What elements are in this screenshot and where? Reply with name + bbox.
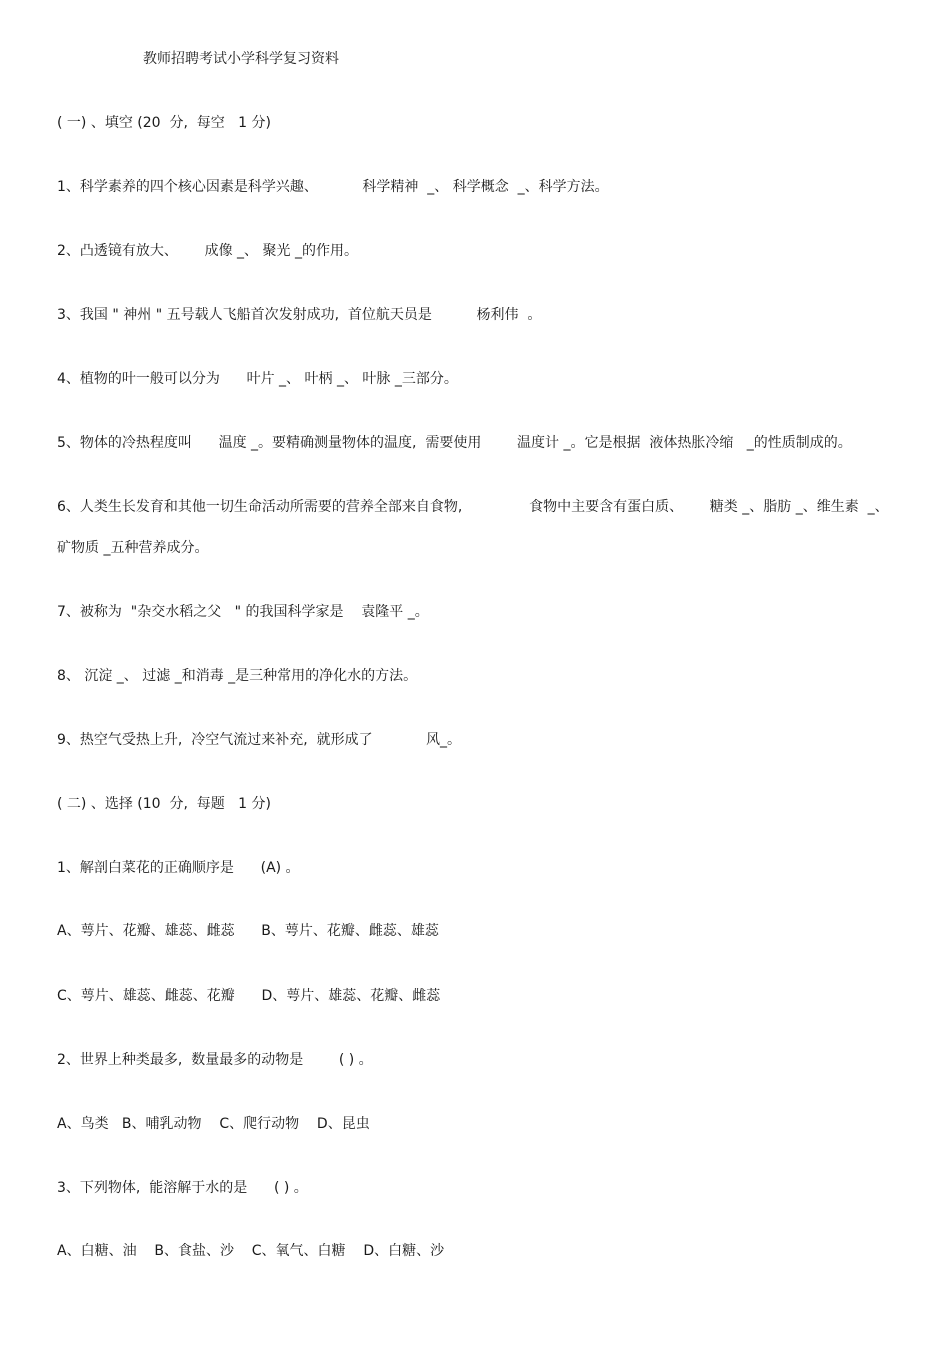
answer-options-line: A、萼片、花瓣、雄蕊、雌蕊 B、萼片、花瓣、雌蕊、雄蕊 — [57, 923, 439, 939]
question-line: 9、热空气受热上升, 冷空气流过来补充, 就形成了 风_。 — [57, 732, 462, 748]
question-line: 8、 沉淀 _、 过滤 _和消毒 _是三种常用的净化水的方法。 — [57, 668, 418, 684]
question-line-continued: 矿物质 _五种营养成分。 — [57, 540, 209, 556]
section-heading-fill-blank: ( 一) 、填空 (20 分, 每空 1 分) — [57, 115, 271, 131]
document-title: 教师招聘考试小学科学复习资料 — [143, 51, 339, 67]
section-heading-multiple-choice: ( 二) 、选择 (10 分, 每题 1 分) — [57, 796, 271, 812]
answer-options-line: A、鸟类 B、哺乳动物 C、爬行动物 D、昆虫 — [57, 1116, 370, 1132]
question-line: 2、世界上种类最多, 数量最多的动物是 ( ) 。 — [57, 1052, 373, 1068]
answer-options-line: C、萼片、雄蕊、雌蕊、花瓣 D、萼片、雄蕊、花瓣、雌蕊 — [57, 988, 441, 1004]
question-line: 1、科学素养的四个核心因素是科学兴趣、 科学精神 _、 科学概念 _、科学方法。 — [57, 179, 609, 195]
question-line: 5、物体的冷热程度叫 温度 _。要精确测量物体的温度, 需要使用 温度计 _。它是根据 液体热胀冷缩 _的性质制成的。 — [57, 435, 852, 451]
question-line: 6、人类生长发育和其他一切生命活动所需要的营养全部来自食物, 食物中主要含有蛋白质、 糖类 _、脂肪 _、维生素 _、 — [57, 499, 889, 515]
question-line: 3、下列物体, 能溶解于水的是 ( ) 。 — [57, 1180, 308, 1196]
question-line: 7、被称为 "杂交水稻之父 " 的我国科学家是 袁隆平 _。 — [57, 604, 429, 620]
answer-options-line: A、白糖、油 B、食盐、沙 C、氧气、白糖 D、白糖、沙 — [57, 1243, 445, 1259]
question-line: 4、植物的叶一般可以分为 叶片 _、 叶柄 _、 叶脉 _三部分。 — [57, 371, 458, 387]
question-line: 2、凸透镜有放大、 成像 _、 聚光 _的作用。 — [57, 243, 358, 259]
question-line: 1、解剖白菜花的正确顺序是 (A) 。 — [57, 860, 300, 876]
question-line: 3、我国 " 神州 " 五号载人飞船首次发射成功, 首位航天员是 杨利伟 。 — [57, 307, 542, 323]
